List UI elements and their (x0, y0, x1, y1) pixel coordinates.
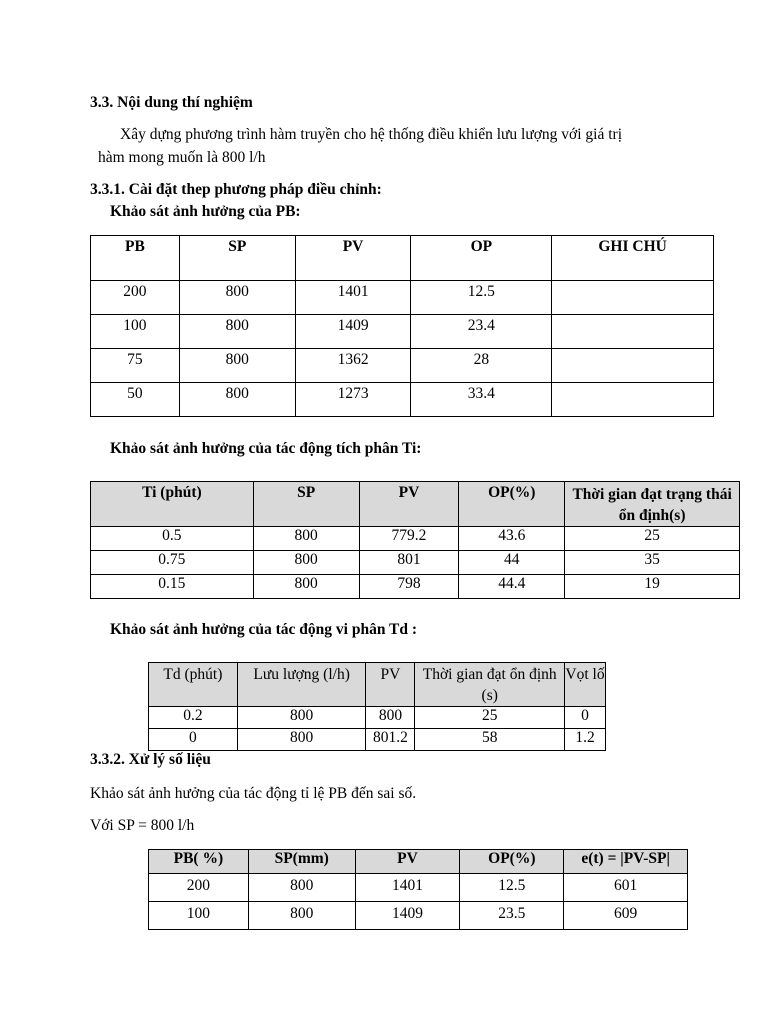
section-3-3-2-heading: 3.3.2. Xử lý số liệu (90, 751, 211, 768)
setpoint-line: Với SP = 800 l/h (90, 817, 195, 834)
error-survey-line: Khảo sát ảnh hưởng của tác động tỉ lệ PB đến sai số. (90, 785, 417, 802)
ti-survey-heading: Khảo sát ảnh hưởng của tác động tích phân Ti: (110, 440, 422, 457)
table-cell: 609 (564, 902, 688, 930)
table-header-row (91, 236, 714, 281)
table-cell: 0 (565, 707, 606, 729)
table-cell: 798 (359, 575, 459, 599)
table-cell: 44 (459, 551, 565, 575)
table-row (91, 575, 740, 599)
table-cell: 25 (415, 707, 565, 729)
table-cell: 33.4 (411, 383, 552, 417)
section-3-3-heading: 3.3. Nội dung thí nghiệm (90, 94, 253, 111)
table-cell: 58 (415, 729, 565, 751)
table-cell: 1401 (295, 281, 411, 315)
table-cell: 1.2 (565, 729, 606, 751)
intro-paragraph-line-2: hàm mong muốn là 800 l/h (98, 149, 266, 166)
table-header-cell: Lưu lượng (l/h) (237, 663, 366, 707)
table-cell: 12.5 (411, 281, 552, 315)
table-cell: 800 (248, 874, 355, 902)
table-header-cell: SP (253, 482, 359, 527)
table-cell: 0.5 (91, 527, 254, 551)
table-cell: 200 (149, 874, 249, 902)
table-row (91, 315, 714, 349)
table-cell: 800 (253, 551, 359, 575)
table-header-cell: GHI CHÚ (552, 236, 714, 281)
table-row (149, 729, 606, 751)
table-header-cell: SP(mm) (248, 850, 355, 874)
table-row (149, 902, 688, 930)
error-table (148, 849, 688, 930)
table-cell (552, 349, 714, 383)
pb-survey-heading: Khảo sát ảnh hưởng của PB: (110, 203, 301, 220)
table-header-cell: PV (366, 663, 415, 707)
table-cell: 800 (179, 383, 295, 417)
table-header-cell: OP(%) (459, 482, 565, 527)
table-cell: 23.5 (460, 902, 564, 930)
table-cell (552, 383, 714, 417)
table-header-cell: e(t) = |PV-SP| (564, 850, 688, 874)
intro-paragraph-line-1: Xây dựng phương trình hàm truyền cho hệ thống điều khiển lưu lượng với giá trị (120, 126, 623, 143)
table-header-cell: PV (295, 236, 411, 281)
table-cell: 19 (565, 575, 740, 599)
td-table (148, 662, 606, 751)
table-cell: 75 (91, 349, 180, 383)
table-cell: 44.4 (459, 575, 565, 599)
table-row (91, 383, 714, 417)
section-3-3-1-heading: 3.3.1. Cài đặt thep phương pháp điều chỉnh: (90, 181, 382, 198)
table-cell: 0.15 (91, 575, 254, 599)
table-cell: 601 (564, 874, 688, 902)
table-cell: 800 (179, 349, 295, 383)
table-cell: 779.2 (359, 527, 459, 551)
table-header-cell: PB (91, 236, 180, 281)
table-header-cell: Vọt lố (565, 663, 606, 707)
table-cell: 100 (91, 315, 180, 349)
table-header-cell: OP(%) (460, 850, 564, 874)
table-cell: 200 (91, 281, 180, 315)
table-cell: 800 (237, 707, 366, 729)
table-cell: 800 (366, 707, 415, 729)
table-cell: 801 (359, 551, 459, 575)
table-cell: 1409 (355, 902, 460, 930)
table-cell: 12.5 (460, 874, 564, 902)
table-cell: 800 (248, 902, 355, 930)
table-header-cell: Td (phút) (149, 663, 238, 707)
table-header-cell: Thời gian đạt trạng thái ổn định(s) (565, 482, 740, 527)
table-cell: 800 (179, 315, 295, 349)
table-header-cell: OP (411, 236, 552, 281)
td-survey-heading: Khảo sát ảnh hưởng của tác động vi phân Td : (110, 621, 418, 638)
table-cell: 25 (565, 527, 740, 551)
table-header-cell: PV (355, 850, 460, 874)
table-row (149, 874, 688, 902)
table-cell: 35 (565, 551, 740, 575)
table-cell: 800 (253, 575, 359, 599)
table-header-cell: SP (179, 236, 295, 281)
ti-table (90, 481, 740, 599)
table-cell: 100 (149, 902, 249, 930)
table-cell: 0 (149, 729, 238, 751)
table-cell: 23.4 (411, 315, 552, 349)
table-cell: 800 (237, 729, 366, 751)
table-header-cell: Thời gian đạt ổn định (s) (415, 663, 565, 707)
table-cell: 1362 (295, 349, 411, 383)
table-row (91, 527, 740, 551)
table-row (91, 281, 714, 315)
table-cell: 801.2 (366, 729, 415, 751)
table-cell: 43.6 (459, 527, 565, 551)
table-header-cell: PV (359, 482, 459, 527)
table-header-row (149, 663, 606, 707)
table-cell (552, 315, 714, 349)
table-header-row (91, 482, 740, 527)
table-cell: 0.2 (149, 707, 238, 729)
table-cell: 800 (253, 527, 359, 551)
table-cell (552, 281, 714, 315)
table-row (91, 551, 740, 575)
table-header-row (149, 850, 688, 874)
table-cell: 1409 (295, 315, 411, 349)
table-cell: 1273 (295, 383, 411, 417)
table-header-cell: PB( %) (149, 850, 249, 874)
table-row (91, 349, 714, 383)
table-cell: 1401 (355, 874, 460, 902)
table-row (149, 707, 606, 729)
pb-table (90, 235, 714, 417)
table-cell: 28 (411, 349, 552, 383)
table-cell: 50 (91, 383, 180, 417)
table-cell: 800 (179, 281, 295, 315)
table-header-cell: Ti (phút) (91, 482, 254, 527)
table-cell: 0.75 (91, 551, 254, 575)
